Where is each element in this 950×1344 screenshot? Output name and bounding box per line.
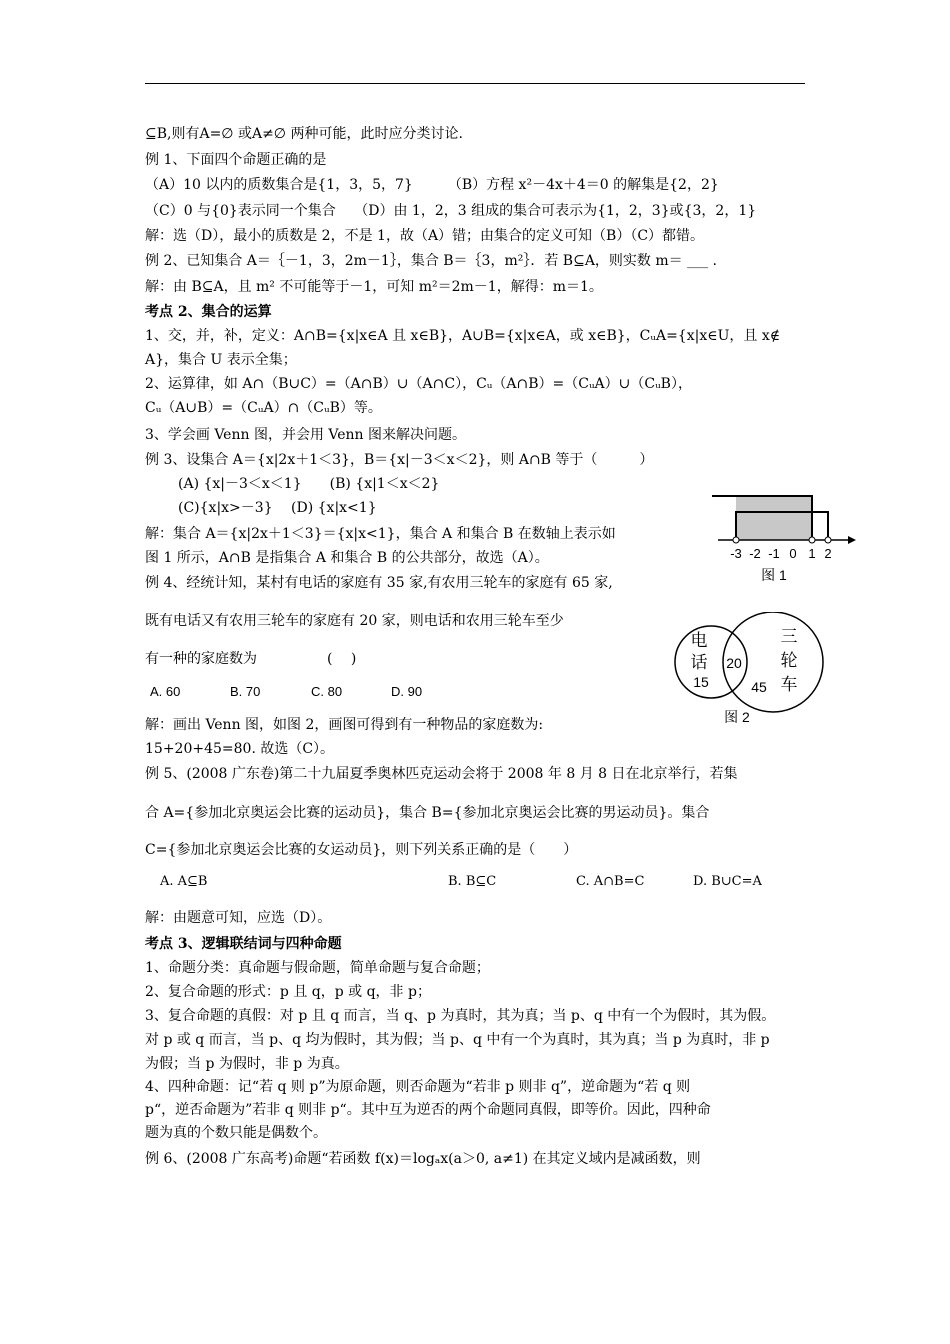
section-heading-2: 考点 2、集合的运算: [145, 304, 272, 320]
tick-label: -3: [730, 546, 742, 561]
text-line: Cᵤ（A∪B）=（CᵤA）∩（CᵤB）等。: [145, 400, 382, 416]
venn-label-tricycle: 轮: [780, 651, 798, 670]
open-point: [733, 537, 739, 543]
example-4-title: 例 4、经统计知，某村有电话的家庭有 35 家,有农用三轮车的家庭有 65 家,: [145, 575, 613, 591]
section-heading-3: 考点 3、逻辑联结词与四种命题: [145, 936, 342, 952]
text-line: 1、交，并，补，定义：A∩B={x|x∈A 且 x∈B}，A∪B={x|x∈A，或 x∈B}，CᵤA={x|x∈U，且 x∉: [145, 328, 781, 344]
text-line: A}，集合 U 表示全集；: [145, 352, 297, 368]
example-3-title: 例 3、设集合 A＝{x|2x＋1＜3}，B＝{x|－3＜x＜2}，则 A∩B 等于（ ）: [145, 452, 654, 468]
example-5-option-b: B. B⊆C: [448, 874, 497, 889]
example-1-options-cd: （C）0 与{0}表示同一个集合 （D）由 1，2，3 组成的集合可表示为{1，2，3}或{3，2，1}: [145, 203, 757, 219]
text-line: p“，逆否命题为”若非 q 则非 p“。其中互为逆否的两个命题同真假，即等价。因此，四种命: [145, 1102, 711, 1118]
example-5-option-d: D. B∪C=A: [693, 874, 762, 889]
example-4-solution: 解：画出 Venn 图，如图 2，画图可得到有一种物品的家庭数为:: [145, 717, 544, 733]
example-4-option-b: B. 70: [230, 684, 261, 699]
example-4-option-a: A. 60: [150, 684, 181, 699]
example-2-solution: 解：由 B⊆A，且 m² 不可能等于－1，可知 m²＝2m－1，解得：m＝1。: [145, 279, 603, 295]
venn-count-tricycle-only: 45: [751, 679, 767, 695]
open-point: [809, 537, 815, 543]
text-line: 合 A={参加北京奥运会比赛的运动员}，集合 B={参加北京奥运会比赛的男运动员}。集合: [145, 805, 710, 821]
text-line: 3、学会画 Venn 图，并会用 Venn 图来解决问题。: [145, 427, 466, 443]
text-line: 3、复合命题的真假：对 p 且 q 而言，当 q、p 为真时，其为真；当 p、q 中有一个为假时，其为假。: [145, 1008, 776, 1024]
example-3-solution: 解：集合 A＝{x|2x＋1＜3}＝{x|x<1}，集合 A 和集合 B 在数轴上表示如: [145, 526, 616, 542]
example-4-option-d: D. 90: [391, 684, 423, 699]
text-line: 既有电话又有农用三轮车的家庭有 20 家，则电话和农用三轮车至少: [145, 613, 564, 629]
figure-1-number-line: [700, 488, 860, 588]
venn-count-phone-only: 15: [693, 674, 709, 690]
example-4-solution: 15+20+45=80. 故选（C）。: [145, 741, 335, 757]
tick-label: 2: [824, 546, 832, 561]
figure-2-caption: 图 2: [724, 709, 750, 725]
open-point: [825, 537, 831, 543]
text-line: 4、四种命题：记“若 q 则 p”为原命题，则否命题为“若非 p 则非 q”，逆命题为“若 q 则: [145, 1079, 691, 1095]
tick-label: 1: [808, 546, 816, 561]
example-1-title: 例 1、下面四个命题正确的是: [145, 152, 327, 168]
text-line: 2、复合命题的形式：p 且 q，p 或 q，非 p；: [145, 984, 431, 1000]
text-line: C={参加北京奥运会比赛的女运动员}，则下列关系正确的是（ ）: [145, 842, 578, 858]
tick-label: -2: [749, 546, 761, 561]
tick-label: 0: [789, 546, 797, 561]
venn-count-both: 20: [726, 655, 742, 671]
example-3-options-ab: (A) {x|－3＜x＜1} (B) {x|1＜x＜2}: [178, 476, 440, 492]
example-1-solution: 解：选（D），最小的质数是 2，不是 1，故（A）错；由集合的定义可知（B）（C）都错。: [145, 228, 705, 244]
example-1-options-ab: （A）10 以内的质数集合是{1，3，5，7} （B）方程 x²－4x＋4＝0 的解集是{2，2}: [145, 177, 719, 193]
venn-label-tricycle: 车: [780, 675, 798, 694]
example-5-option-a: A. A⊆B: [160, 874, 208, 889]
axis-arrow-icon: [848, 536, 856, 544]
example-5-title: 例 5、(2008 广东卷)第二十九届夏季奥林匹克运动会将于 2008 年 8 月 8 日在北京举行，若集: [145, 766, 738, 782]
example-5-solution: 解：由题意可知，应选（D）。: [145, 910, 332, 926]
text-line: 对 p 或 q 而言，当 p、q 均为假时，其为假；当 p、q 中有一个为真时，其为真；当 p 为真时，非 p: [145, 1032, 770, 1048]
intersection-shading: [736, 496, 812, 540]
example-6-title: 例 6、(2008 广东高考)命题“若函数 f(x)＝logₐx(a＞0, a≠1) 在其定义域内是减函数，则: [145, 1151, 701, 1167]
tick-label: -1: [768, 546, 780, 561]
text-line: 2、运算律，如 A∩（B∪C）=（A∩B）∪（A∩C），Cᵤ（A∩B）=（CᵤA）∪（CᵤB），: [145, 376, 692, 392]
text-line: 1、命题分类：真命题与假命题，简单命题与复合命题；: [145, 960, 490, 976]
example-3-solution: 图 1 所示，A∩B 是指集合 A 和集合 B 的公共部分，故选（A）。: [145, 550, 549, 566]
figure-2-venn-diagram: [665, 612, 825, 727]
text-line: 有一种的家庭数为 ( ): [145, 651, 357, 667]
example-5-option-c: C. A∩B=C: [576, 874, 645, 889]
figure-1-caption: 图 1: [761, 567, 787, 583]
venn-label-tricycle: 三: [780, 627, 798, 646]
text-line: 题为真的个数只能是偶数个。: [145, 1125, 327, 1141]
text-line: 为假；当 p 为假时，非 p 为真。: [145, 1056, 349, 1072]
example-4-option-c: C. 80: [311, 684, 343, 699]
example-3-options-cd: (C){x|x>－3} (D) {x|x<1}: [178, 500, 377, 516]
venn-label-phone: 话: [690, 653, 708, 672]
text-line: ⊆B,则有A=∅ 或A≠∅ 两种可能，此时应分类讨论.: [145, 126, 463, 142]
example-2-title: 例 2、已知集合 A＝｛－1，3，2m－1｝，集合 B＝｛3，m²｝．若 B⊆A，则实数 m＝ ___ .: [145, 253, 718, 269]
venn-label-phone: 电: [690, 631, 708, 650]
header-rule: [145, 83, 805, 84]
